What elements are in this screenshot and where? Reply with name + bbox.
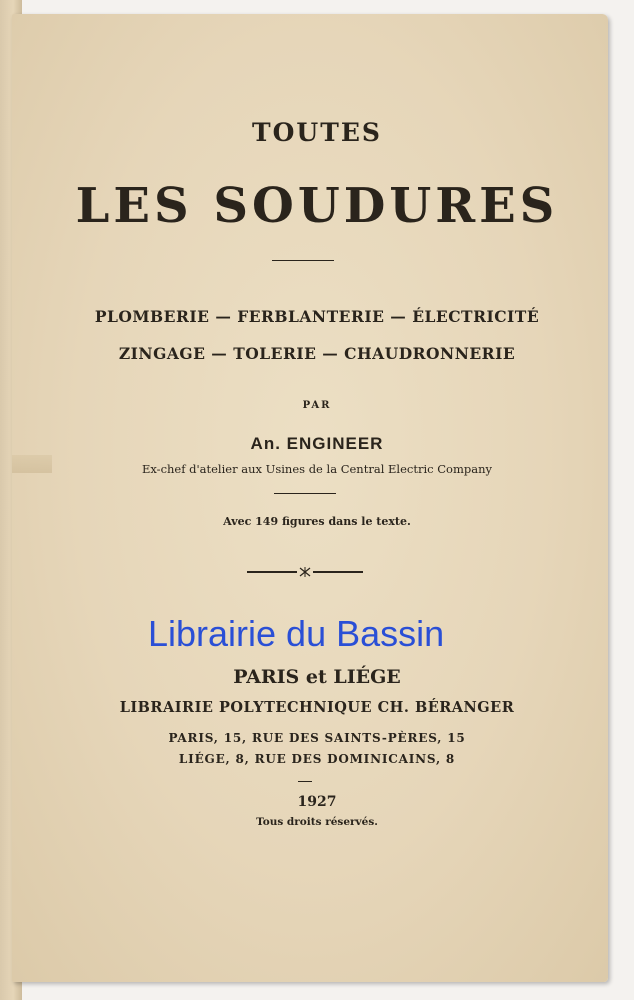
- divider-rule: [272, 260, 334, 261]
- figures-note: Avec 149 figures dans le texte.: [223, 515, 411, 528]
- author-role: Ex-chef d'atelier aux Usines de la Central Electric Company: [142, 462, 492, 476]
- title-line-1: TOUTES: [252, 118, 382, 147]
- subtitle-line-1: PLOMBERIE — FERBLANTERIE — ÉLECTRICITÉ: [94, 307, 540, 326]
- publication-place: PARIS et LIÉGE: [233, 666, 401, 688]
- watermark-text: Librairie du Bassin: [148, 613, 445, 654]
- ornament-divider: [247, 566, 363, 578]
- address-liege: LIÉGE, 8, RUE DES DOMINICAINS, 8: [178, 752, 456, 766]
- by-label: PAR: [302, 400, 332, 411]
- title-page: [12, 14, 608, 982]
- author-name: An. ENGINEER: [250, 434, 384, 453]
- subtitle-line-2: ZINGAGE — TOLERIE — CHAUDRONNERIE: [118, 344, 516, 363]
- publication-year: 1927: [297, 794, 337, 810]
- title-line-2: LES SOUDURES: [75, 178, 559, 234]
- divider-rule: [298, 781, 312, 782]
- rights-notice: Tous droits réservés.: [256, 816, 378, 828]
- publisher-name: LIBRAIRIE POLYTECHNIQUE CH. BÉRANGER: [119, 699, 515, 716]
- divider-rule: [274, 493, 336, 494]
- address-paris: PARIS, 15, RUE DES SAINTS-PÈRES, 15: [168, 731, 466, 745]
